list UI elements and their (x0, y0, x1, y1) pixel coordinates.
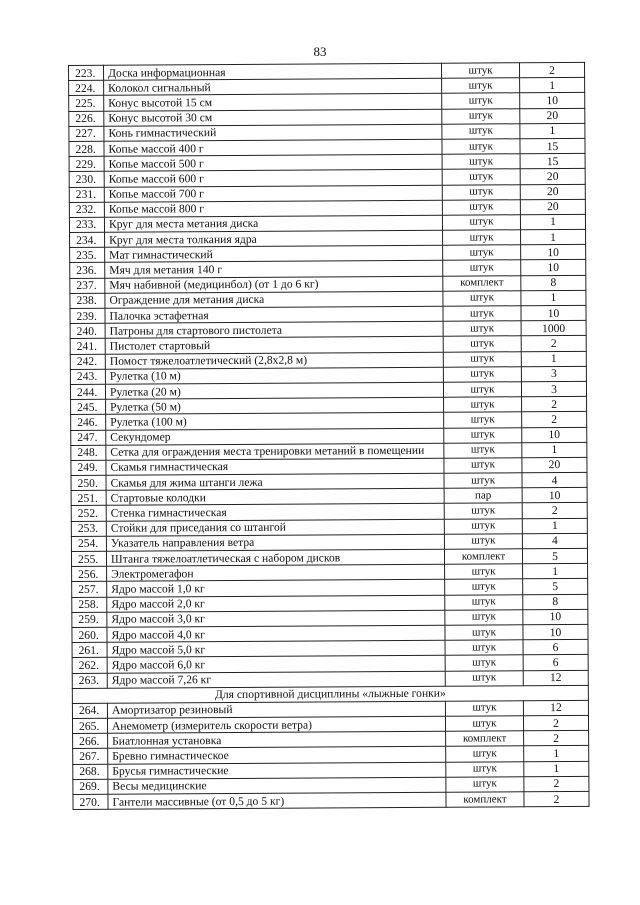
row-number: 252. (71, 506, 106, 521)
item-name: Конус высотой 15 см (104, 94, 442, 111)
unit: штук (443, 351, 521, 367)
table-row (73, 791, 589, 809)
row-number: 250. (71, 475, 106, 490)
row-number: 240. (70, 323, 105, 338)
unit: штук (443, 245, 521, 261)
quantity: 4 (522, 533, 587, 549)
row-number: 243. (70, 369, 105, 384)
quantity: 15 (520, 138, 585, 154)
row-number: 266. (73, 734, 108, 749)
item-name: Ядро массой 7,26 кг (107, 671, 445, 688)
row-number: 242. (70, 354, 105, 369)
quantity: 10 (521, 245, 586, 261)
row-number: 232. (69, 202, 104, 217)
unit: штук (442, 139, 520, 155)
quantity: 1 (520, 78, 585, 94)
quantity: 10 (521, 260, 586, 276)
unit: штук (442, 215, 520, 231)
row-number: 227. (69, 126, 104, 141)
unit: штук (442, 199, 520, 215)
item-name: Патроны для стартового пистолета (105, 321, 443, 338)
item-name: Скамья для жима штанги лежа (106, 473, 444, 490)
item-name: Копье массой 600 г (104, 170, 442, 187)
row-number: 262. (72, 658, 107, 673)
unit: штук (444, 473, 522, 489)
unit: штук (445, 564, 523, 580)
row-number: 234. (70, 232, 105, 247)
quantity: 10 (520, 93, 585, 109)
row-number: 263. (72, 673, 107, 688)
quantity: 15 (520, 153, 585, 169)
item-name: Весы медицинские (108, 777, 446, 794)
row-number: 267. (73, 749, 108, 764)
quantity: 3 (521, 366, 586, 382)
quantity: 10 (523, 609, 588, 625)
quantity: 6 (523, 639, 588, 655)
unit: штук (445, 670, 523, 686)
unit: штук (443, 306, 521, 322)
row-number: 268. (73, 764, 108, 779)
row-number: 259. (72, 612, 107, 627)
unit: комплект (443, 275, 521, 291)
row-number: 226. (69, 111, 104, 126)
item-name: Анемометр (измеритель скорости ветра) (107, 716, 445, 733)
quantity: 5 (523, 579, 588, 595)
row-number: 224. (69, 80, 104, 95)
unit: штук (443, 291, 521, 307)
item-name: Стенка гимнастическая (106, 504, 444, 521)
unit: штук (442, 123, 520, 139)
row-number: 247. (71, 430, 106, 445)
unit: штук (444, 442, 522, 458)
item-name: Сетка для ограждения места тренировки метаний в помещении (106, 443, 444, 460)
row-number: 269. (73, 779, 108, 794)
quantity: 1 (524, 746, 589, 762)
unit: штук (445, 640, 523, 656)
item-name: Ограждение для метания диска (105, 291, 443, 308)
item-name: Конус высотой 30 см (104, 109, 442, 126)
unit: комплект (446, 731, 524, 747)
unit: комплект (444, 549, 522, 565)
item-name: Стартовые колодки (106, 488, 444, 505)
unit: штук (446, 746, 524, 762)
item-name: Скамья гимнастическая (106, 458, 444, 475)
row-number: 236. (70, 263, 105, 278)
row-number: 229. (69, 156, 104, 171)
item-name: Амортизатор резиновый (107, 701, 445, 718)
quantity: 10 (522, 427, 587, 443)
unit: штук (444, 458, 522, 474)
item-name: Копье массой 700 г (104, 185, 442, 202)
row-number: 239. (70, 308, 105, 323)
unit: штук (444, 503, 522, 519)
quantity: 1 (521, 290, 586, 306)
unit: штук (443, 321, 521, 337)
quantity: 5 (522, 548, 587, 564)
row-number: 235. (70, 248, 105, 263)
item-name: Мат гимнастический (105, 245, 443, 262)
item-name: Секундомер (106, 428, 444, 445)
unit: штук (442, 93, 520, 109)
row-number: 260. (72, 627, 107, 642)
unit: пар (444, 488, 522, 504)
item-name: Рулетка (50 м) (106, 397, 444, 414)
quantity: 1 (522, 518, 587, 534)
quantity: 10 (522, 488, 587, 504)
equipment-table (68, 62, 590, 810)
item-name: Копье массой 400 г (104, 139, 442, 156)
item-name: Палочка эстафетная (105, 306, 443, 323)
item-name: Мяч набивной (медицинбол) (от 1 до 6 кг) (105, 276, 443, 293)
quantity: 20 (520, 169, 585, 185)
page-number: 83 (313, 44, 327, 59)
row-number: 256. (72, 566, 107, 581)
unit: штук (444, 518, 522, 534)
quantity: 2 (522, 503, 587, 519)
quantity: 1000 (521, 321, 586, 337)
quantity: 20 (522, 457, 587, 473)
unit: штук (444, 412, 522, 428)
unit: штук (442, 184, 520, 200)
quantity: 2 (522, 412, 587, 428)
item-name: Колокол сигнальный (104, 78, 442, 95)
unit: штук (445, 716, 523, 732)
unit: штук (443, 382, 521, 398)
item-name: Ядро массой 5,0 кг (107, 640, 445, 657)
item-name: Пистолет стартовый (105, 337, 443, 354)
row-number: 261. (72, 642, 107, 657)
item-name: Копье массой 800 г (104, 200, 442, 217)
item-name: Стойки для приседания со штангой (106, 519, 444, 536)
row-number: 223. (69, 65, 104, 80)
row-number: 251. (71, 491, 106, 506)
item-name: Ядро массой 4,0 кг (107, 625, 445, 642)
row-number: 248. (71, 445, 106, 460)
row-number: 258. (72, 597, 107, 612)
unit: штук (444, 427, 522, 443)
item-name: Бревно гимнастическое (108, 747, 446, 764)
item-name: Указатель направления ветра (106, 534, 444, 551)
unit: штук (442, 169, 520, 185)
row-number: 241. (70, 339, 105, 354)
quantity: 20 (520, 184, 585, 200)
quantity: 1 (522, 442, 587, 458)
row-number: 238. (70, 293, 105, 308)
item-name: Копье массой 500 г (104, 154, 442, 171)
quantity: 12 (523, 700, 588, 716)
quantity: 1 (524, 761, 589, 777)
quantity: 12 (523, 670, 588, 686)
item-name: Помост тяжелоатлетический (2,8x2,8 м) (105, 352, 443, 369)
quantity: 10 (523, 624, 588, 640)
row-number: 253. (71, 521, 106, 536)
row-number: 246. (71, 415, 106, 430)
quantity: 2 (523, 715, 588, 731)
item-name: Биатлонная установка (108, 731, 446, 748)
row-number: 270. (73, 794, 108, 809)
unit: штук (442, 78, 520, 94)
unit: штук (442, 108, 520, 124)
quantity: 1 (521, 351, 586, 367)
unit: штук (442, 154, 520, 170)
row-number: 249. (71, 460, 106, 475)
row-number: 255. (71, 551, 106, 566)
row-number: 233. (69, 217, 104, 232)
quantity: 2 (524, 791, 589, 807)
unit: штук (445, 609, 523, 625)
unit: штук (445, 594, 523, 610)
unit: штук (444, 534, 522, 550)
quantity: 3 (521, 381, 586, 397)
quantity: 20 (520, 199, 585, 215)
row-number: 265. (72, 718, 107, 733)
item-name: Штанга тяжелоатлетическая с набором дисков (106, 549, 444, 566)
item-name: Ядро массой 6,0 кг (107, 656, 445, 673)
unit: штук (441, 63, 519, 79)
row-number: 225. (69, 96, 104, 111)
row-number: 264. (72, 703, 107, 718)
row-number: 244. (70, 384, 105, 399)
unit: штук (445, 655, 523, 671)
quantity: 1 (520, 214, 585, 230)
quantity: 2 (521, 336, 586, 352)
unit: штук (443, 366, 521, 382)
quantity: 1 (521, 229, 586, 245)
item-name: Мяч для метания 140 г (105, 261, 443, 278)
item-name: Электромегафон (107, 564, 445, 581)
quantity: 2 (524, 731, 589, 747)
table-body-ski-racing (72, 700, 589, 809)
item-name: Брусья гимнастические (108, 762, 446, 779)
item-name: Ядро массой 3,0 кг (107, 610, 445, 627)
unit: штук (446, 777, 524, 793)
unit: штук (445, 701, 523, 717)
row-number: 228. (69, 141, 104, 156)
item-name: Доска информационная (104, 63, 442, 80)
table-body-athletics (69, 62, 589, 688)
item-name: Гантели массивные (от 0,5 до 5 кг) (108, 792, 446, 809)
item-name: Рулетка (100 м) (106, 413, 444, 430)
unit: штук (446, 761, 524, 777)
quantity: 2 (519, 62, 584, 78)
row-number: 257. (72, 582, 107, 597)
row-number: 230. (69, 172, 104, 187)
quantity: 1 (520, 123, 585, 139)
quantity: 2 (522, 396, 587, 412)
item-name: Круг для места метания диска (104, 215, 442, 232)
quantity: 8 (523, 594, 588, 610)
quantity: 20 (520, 108, 585, 124)
unit: штук (445, 579, 523, 595)
unit: штук (443, 230, 521, 246)
quantity: 6 (523, 655, 588, 671)
unit: комплект (446, 792, 524, 808)
quantity: 4 (522, 472, 587, 488)
item-name: Рулетка (20 м) (105, 382, 443, 399)
item-name: Рулетка (10 м) (105, 367, 443, 384)
unit: штук (443, 260, 521, 276)
row-number: 254. (71, 536, 106, 551)
item-name: Конь гимнастический (104, 124, 442, 141)
unit: штук (444, 397, 522, 413)
quantity: 2 (524, 776, 589, 792)
unit: штук (443, 336, 521, 352)
item-name: Круг для места толкания ядра (105, 230, 443, 247)
row-number: 231. (69, 187, 104, 202)
row-number: 245. (71, 399, 106, 414)
quantity: 8 (521, 275, 586, 291)
item-name: Ядро массой 2,0 кг (107, 595, 445, 612)
quantity: 10 (521, 305, 586, 321)
quantity: 1 (523, 564, 588, 580)
item-name: Ядро массой 1,0 кг (107, 580, 445, 597)
unit: штук (445, 625, 523, 641)
section-title: Для спортивной дисциплины «лыжные гонки» (72, 685, 588, 703)
row-number: 237. (70, 278, 105, 293)
